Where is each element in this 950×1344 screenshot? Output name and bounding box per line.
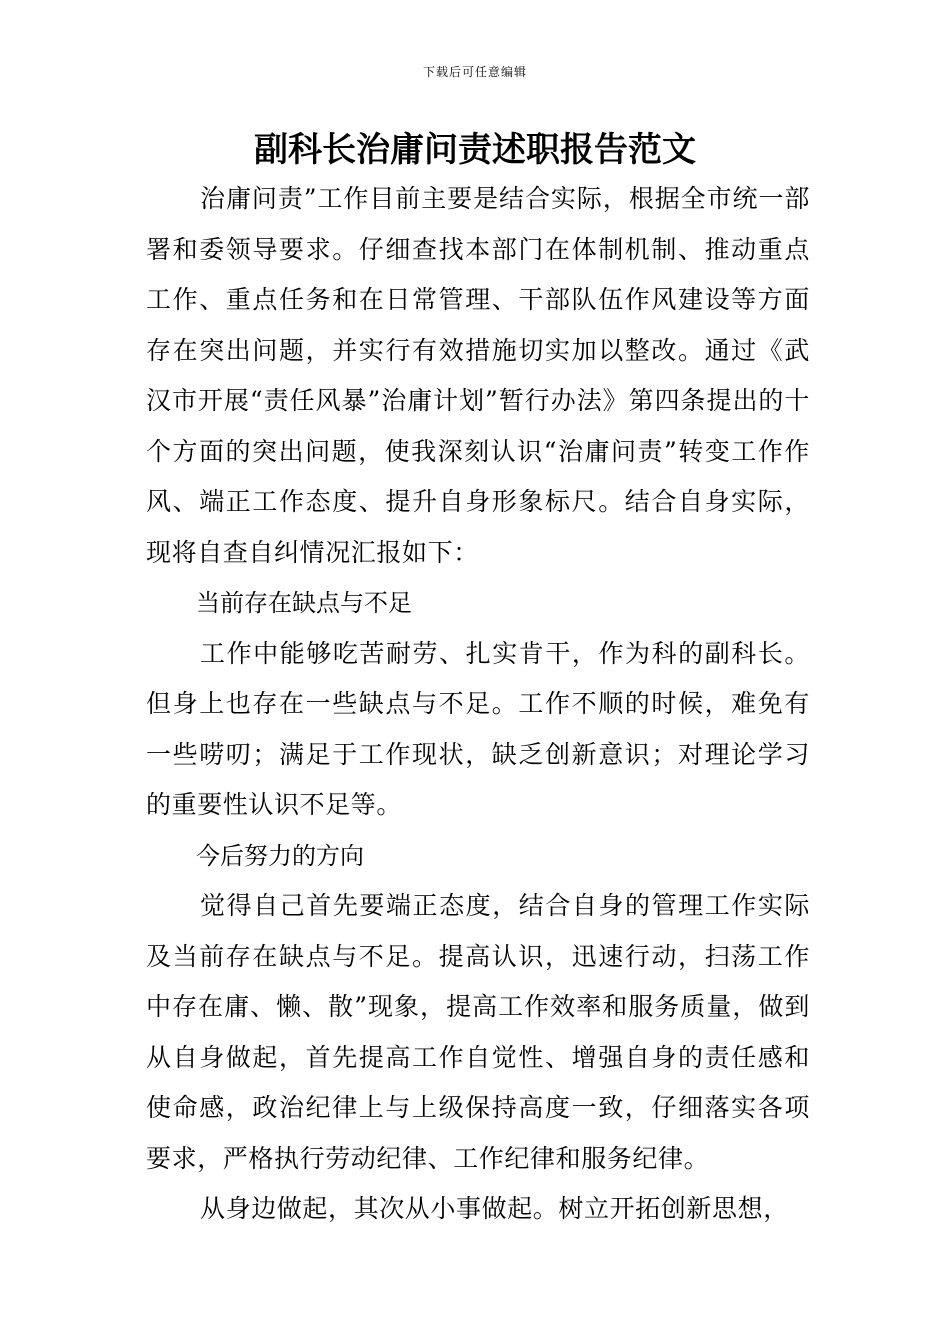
document-body (146, 174, 810, 1235)
paragraph-shortcomings: 工作中能够吃苦耐劳、扎实肯干，作为科的副科长。但身上也存在一些缺点与不足。工作不顺的时候，难免有一些唠叨；满足于工作现状，缺乏创新意识；对理论学习的重要性认识不足等。 (146, 638, 810, 819)
section-heading-direction: 今后努力的方向 (196, 841, 364, 870)
section-heading-shortcomings: 当前存在缺点与不足 (196, 589, 412, 617)
document-title: 副科长治庸问责述职报告范文 (254, 130, 696, 170)
paragraph-direction: 觉得自己首先要端正态度，结合自身的管理工作实际及当前存在缺点与不足。提高认识，迅速行动，扫荡工作中存在庸、懒、散”现象，提高工作效率和服务质量，做到从自身做起，首先提高工作自觉性、增强自身的责任感和使命感，政治纪律上与上级保持高度一致，仔细落实各项要求，严格执行劳动纪律、工作纪律和服务纪律。 (146, 891, 810, 1173)
paragraph-continuation: 从身边做起，其次从小事做起。树立开拓创新思想， (200, 1194, 789, 1223)
paragraph-intro: 治庸问责”工作目前主要是结合实际，根据全市统一部署和委领导要求。仔细查找本部门在体制机制、推动重点工作、重点任务和在日常管理、干部队伍作风建设等方面存在突出问题，并实行有效措施切实加以整改。通过《武汉市开展“责任风暴”治庸计划”暂行办法》第四条提出的十个方面的突出问题，使我深刻认识“治庸问责”转变工作作风、端正工作态度、提升自身形象标尺。结合自身实际，现将自查自纠情况汇报如下： (146, 184, 810, 567)
header-note: 下载后可任意编辑 (422, 65, 527, 79)
